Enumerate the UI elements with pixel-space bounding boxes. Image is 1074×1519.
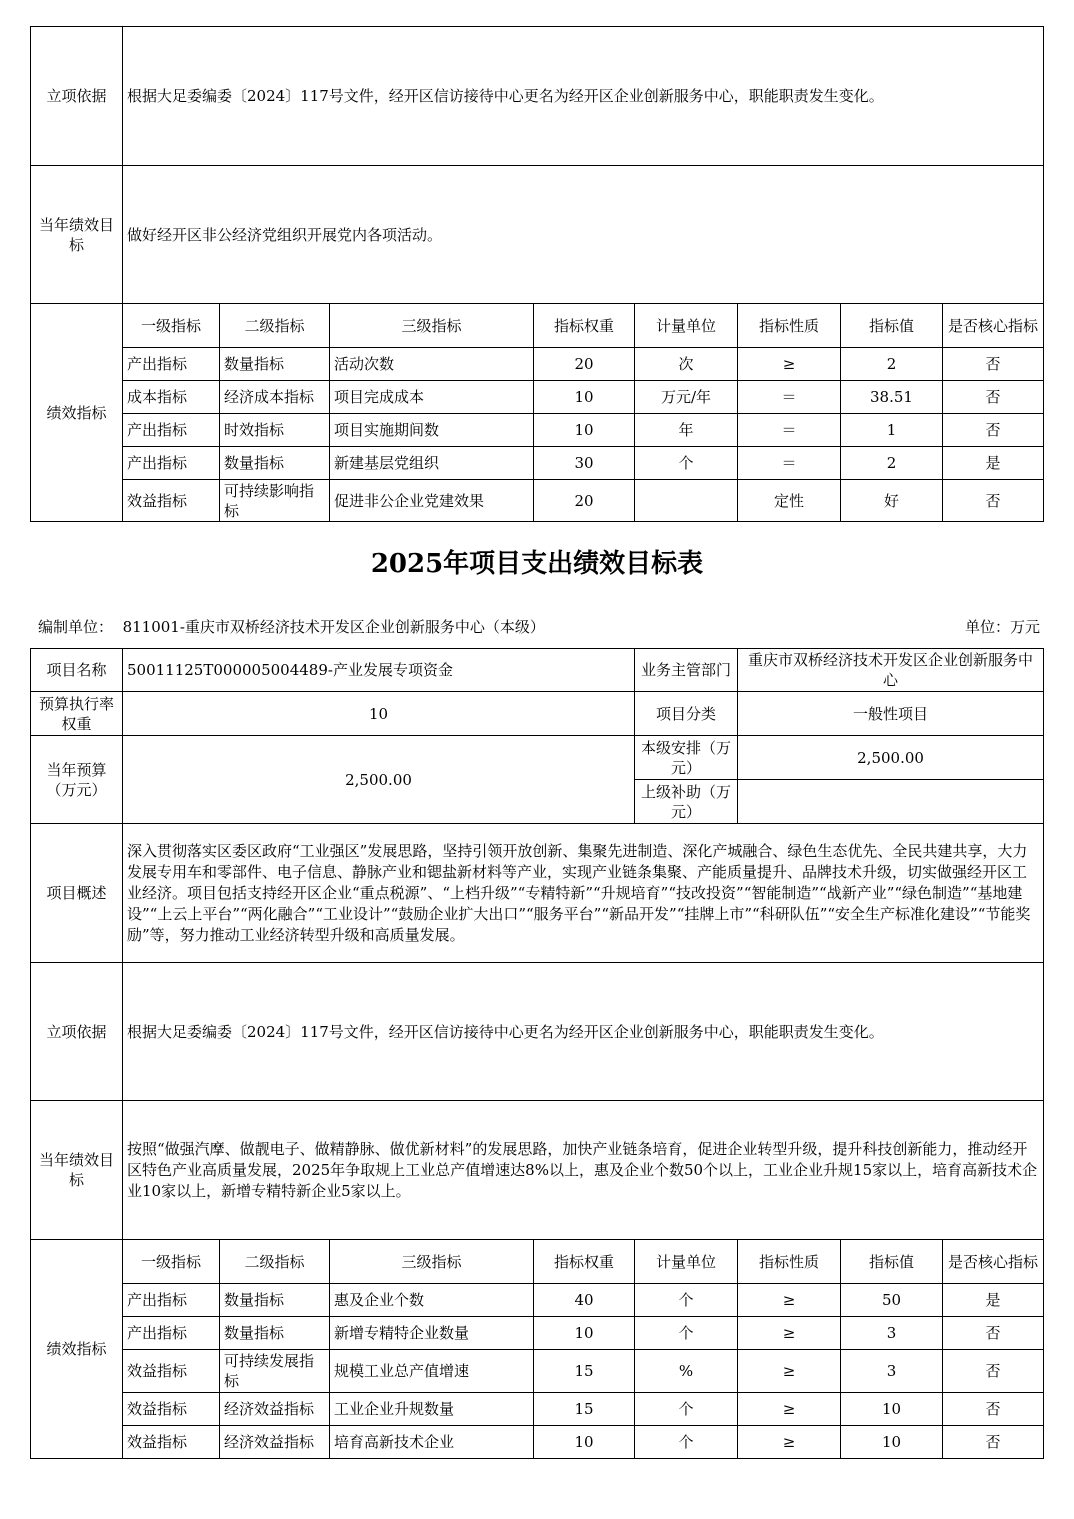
goal-label: 当年绩效目标 xyxy=(31,1101,123,1240)
cell-nature: ≥ xyxy=(738,1350,841,1393)
cell-weight: 20 xyxy=(534,348,635,381)
goal-text: 做好经开区非公经济党组织开展党内各项活动。 xyxy=(123,166,1044,304)
budget-label: 当年预算（万元） xyxy=(31,736,123,824)
cell-core: 否 xyxy=(943,480,1044,522)
basis-label: 立项依据 xyxy=(31,963,123,1101)
indicator-header-row xyxy=(31,1240,1044,1284)
header-unit: 计量单位 xyxy=(635,1240,738,1284)
cell-level3: 项目完成成本 xyxy=(330,381,534,414)
cell-core: 否 xyxy=(943,1426,1044,1459)
header-core: 是否核心指标 xyxy=(943,1240,1044,1284)
cell-core: 否 xyxy=(943,381,1044,414)
cell-weight: 10 xyxy=(534,1426,635,1459)
table-row xyxy=(31,1317,1044,1350)
cell-level2: 可持续发展指标 xyxy=(220,1350,330,1393)
overview-label: 项目概述 xyxy=(31,824,123,963)
cell-value: 50 xyxy=(841,1284,943,1317)
header-nature: 指标性质 xyxy=(738,304,841,348)
cell-level3: 活动次数 xyxy=(330,348,534,381)
table-row xyxy=(31,381,1044,414)
cell-core: 否 xyxy=(943,1393,1044,1426)
header-level2: 二级指标 xyxy=(220,1240,330,1284)
cell-unit: 万元/年 xyxy=(635,381,738,414)
project-table xyxy=(30,648,1044,1459)
cell-level1: 效益指标 xyxy=(123,1350,220,1393)
cell-nature: ≥ xyxy=(738,1426,841,1459)
cell-unit: 个 xyxy=(635,1393,738,1426)
upper-label: 上级补助（万元） xyxy=(635,780,738,824)
table-row xyxy=(31,480,1044,522)
cell-unit: 次 xyxy=(635,348,738,381)
cell-value: 好 xyxy=(841,480,943,522)
cell-level3: 新增专精特企业数量 xyxy=(330,1317,534,1350)
cell-level2: 数量指标 xyxy=(220,447,330,480)
rate-value: 10 xyxy=(123,692,635,736)
overview-text: 深入贯彻落实区委区政府“工业强区”发展思路，坚持引领开放创新、集聚先进制造、深化产城融合、绿色生态优先、全民共建共享，大力发展专用车和零部件、电子信息、静脉产业和锶盐新材料等产业，实现产业链条集聚、产能质量提升、品牌技术升级，切实做强经开区工业经济。项目包括支持经开区企业“重点税源”、“上档升级”“专精特新”“升规培育”“技改投资”“智能制造”“战新产业”“绿色制造”“基地建设”“上云上平台”“两化融合”“工业设计”“鼓励企业扩大出口”“服务平台”“新品开发”“挂牌上市”“科研队伍”“安全生产标准化建设”“节能奖励”等，努力推动工业经济转型升级和高质量发展。 xyxy=(123,824,1044,963)
cell-weight: 30 xyxy=(534,447,635,480)
top-table xyxy=(30,26,1044,522)
category-value: 一般性项目 xyxy=(738,692,1044,736)
cell-unit: 个 xyxy=(635,1284,738,1317)
cell-weight: 20 xyxy=(534,480,635,522)
cell-level3: 惠及企业个数 xyxy=(330,1284,534,1317)
cell-level1: 效益指标 xyxy=(123,1426,220,1459)
cell-level1: 产出指标 xyxy=(123,414,220,447)
cell-nature: ＝ xyxy=(738,447,841,480)
indicators-label: 绩效指标 xyxy=(31,304,123,522)
table-row xyxy=(31,1284,1044,1317)
cell-nature: ≥ xyxy=(738,1317,841,1350)
cell-nature: ≥ xyxy=(738,1393,841,1426)
cell-weight: 10 xyxy=(534,381,635,414)
header-value: 指标值 xyxy=(841,304,943,348)
table-row xyxy=(31,414,1044,447)
cell-nature: ≥ xyxy=(738,1284,841,1317)
dept-value: 重庆市双桥经济技术开发区企业创新服务中心 xyxy=(738,649,1044,692)
org-line xyxy=(38,617,545,637)
cell-core: 否 xyxy=(943,414,1044,447)
cell-level3: 规模工业总产值增速 xyxy=(330,1350,534,1393)
category-label: 项目分类 xyxy=(635,692,738,736)
cell-level2: 时效指标 xyxy=(220,414,330,447)
cell-weight: 10 xyxy=(534,1317,635,1350)
cell-nature: ≥ xyxy=(738,348,841,381)
table-row xyxy=(31,1350,1044,1393)
cell-core: 是 xyxy=(943,1284,1044,1317)
cell-level1: 产出指标 xyxy=(123,348,220,381)
project-name-label: 项目名称 xyxy=(31,649,123,692)
budget-value: 2,500.00 xyxy=(123,736,635,824)
cell-core: 否 xyxy=(943,1317,1044,1350)
cell-unit: 个 xyxy=(635,447,738,480)
doc-title: 2025年项目支出绩效目标表 xyxy=(370,549,704,579)
cell-core: 否 xyxy=(943,1350,1044,1393)
cell-nature: ＝ xyxy=(738,381,841,414)
header-weight: 指标权重 xyxy=(534,304,635,348)
cell-level2: 数量指标 xyxy=(220,1284,330,1317)
header-level3: 三级指标 xyxy=(330,304,534,348)
basis-text: 根据大足委编委〔2024〕117号文件，经开区信访接待中心更名为经开区企业创新服务中心，职能职责发生变化。 xyxy=(123,27,1044,166)
cell-weight: 15 xyxy=(534,1350,635,1393)
table-row xyxy=(31,1393,1044,1426)
cell-level2: 可持续影响指标 xyxy=(220,480,330,522)
upper-value xyxy=(738,780,1044,824)
cell-unit: 个 xyxy=(635,1426,738,1459)
indicator-header-row xyxy=(31,304,1044,348)
cell-nature: 定性 xyxy=(738,480,841,522)
header-value: 指标值 xyxy=(841,1240,943,1284)
cell-level2: 数量指标 xyxy=(220,1317,330,1350)
cell-value: 38.51 xyxy=(841,381,943,414)
cell-level2: 经济成本指标 xyxy=(220,381,330,414)
cell-weight: 40 xyxy=(534,1284,635,1317)
org-value: 811001-重庆市双桥经济技术开发区企业创新服务中心（本级） xyxy=(122,618,545,636)
cell-level3: 新建基层党组织 xyxy=(330,447,534,480)
project-name-value: 50011125T000005004489-产业发展专项资金 xyxy=(123,649,635,692)
cell-value: 1 xyxy=(841,414,943,447)
cell-unit: 个 xyxy=(635,1317,738,1350)
goal-label: 当年绩效目标 xyxy=(31,166,123,304)
unit-label: 单位：万元 xyxy=(964,618,1040,636)
cell-level1: 效益指标 xyxy=(123,480,220,522)
table-row xyxy=(31,348,1044,381)
cell-level2: 经济效益指标 xyxy=(220,1393,330,1426)
cell-level1: 效益指标 xyxy=(123,1393,220,1426)
indicators-label: 绩效指标 xyxy=(31,1240,123,1459)
cell-unit: 年 xyxy=(635,414,738,447)
table-row xyxy=(31,1426,1044,1459)
header-weight: 指标权重 xyxy=(534,1240,635,1284)
cell-value: 3 xyxy=(841,1317,943,1350)
cell-level1: 产出指标 xyxy=(123,447,220,480)
cell-value: 2 xyxy=(841,447,943,480)
cell-value: 2 xyxy=(841,348,943,381)
cell-level3: 促进非公企业党建效果 xyxy=(330,480,534,522)
cell-level3: 项目实施期间数 xyxy=(330,414,534,447)
cell-nature: ＝ xyxy=(738,414,841,447)
cell-unit: % xyxy=(635,1350,738,1393)
rate-label: 预算执行率权重 xyxy=(31,692,123,736)
cell-level3: 培育高新技术企业 xyxy=(330,1426,534,1459)
local-label: 本级安排（万元） xyxy=(635,736,738,780)
cell-weight: 15 xyxy=(534,1393,635,1426)
basis-text: 根据大足委编委〔2024〕117号文件，经开区信访接待中心更名为经开区企业创新服务中心，职能职责发生变化。 xyxy=(123,963,1044,1101)
table-row xyxy=(31,447,1044,480)
cell-weight: 10 xyxy=(534,414,635,447)
local-value: 2,500.00 xyxy=(738,736,1044,780)
header-level3: 三级指标 xyxy=(330,1240,534,1284)
header-level1: 一级指标 xyxy=(123,304,220,348)
header-level2: 二级指标 xyxy=(220,304,330,348)
basis-label: 立项依据 xyxy=(31,27,123,166)
cell-level3: 工业企业升规数量 xyxy=(330,1393,534,1426)
cell-level2: 数量指标 xyxy=(220,348,330,381)
header-level1: 一级指标 xyxy=(123,1240,220,1284)
goal-text: 按照“做强汽摩、做靓电子、做精静脉、做优新材料”的发展思路，加快产业链条培育，促进企业转型升级，提升科技创新能力，推动经开区特色产业高质量发展，2025年争取规上工业总产值增速达8%以上，惠及企业个数50个以上，工业企业升规15家以上，培育高新技术企业10家以上，新增专精特新企业5家以上。 xyxy=(123,1101,1044,1240)
cell-core: 否 xyxy=(943,348,1044,381)
cell-level1: 成本指标 xyxy=(123,381,220,414)
org-label: 编制单位： xyxy=(38,618,114,636)
header-core: 是否核心指标 xyxy=(943,304,1044,348)
header-nature: 指标性质 xyxy=(738,1240,841,1284)
dept-label: 业务主管部门 xyxy=(635,649,738,692)
cell-core: 是 xyxy=(943,447,1044,480)
cell-value: 10 xyxy=(841,1426,943,1459)
cell-unit xyxy=(635,480,738,522)
cell-level1: 产出指标 xyxy=(123,1284,220,1317)
cell-value: 3 xyxy=(841,1350,943,1393)
header-unit: 计量单位 xyxy=(635,304,738,348)
cell-level1: 产出指标 xyxy=(123,1317,220,1350)
cell-level2: 经济效益指标 xyxy=(220,1426,330,1459)
cell-value: 10 xyxy=(841,1393,943,1426)
